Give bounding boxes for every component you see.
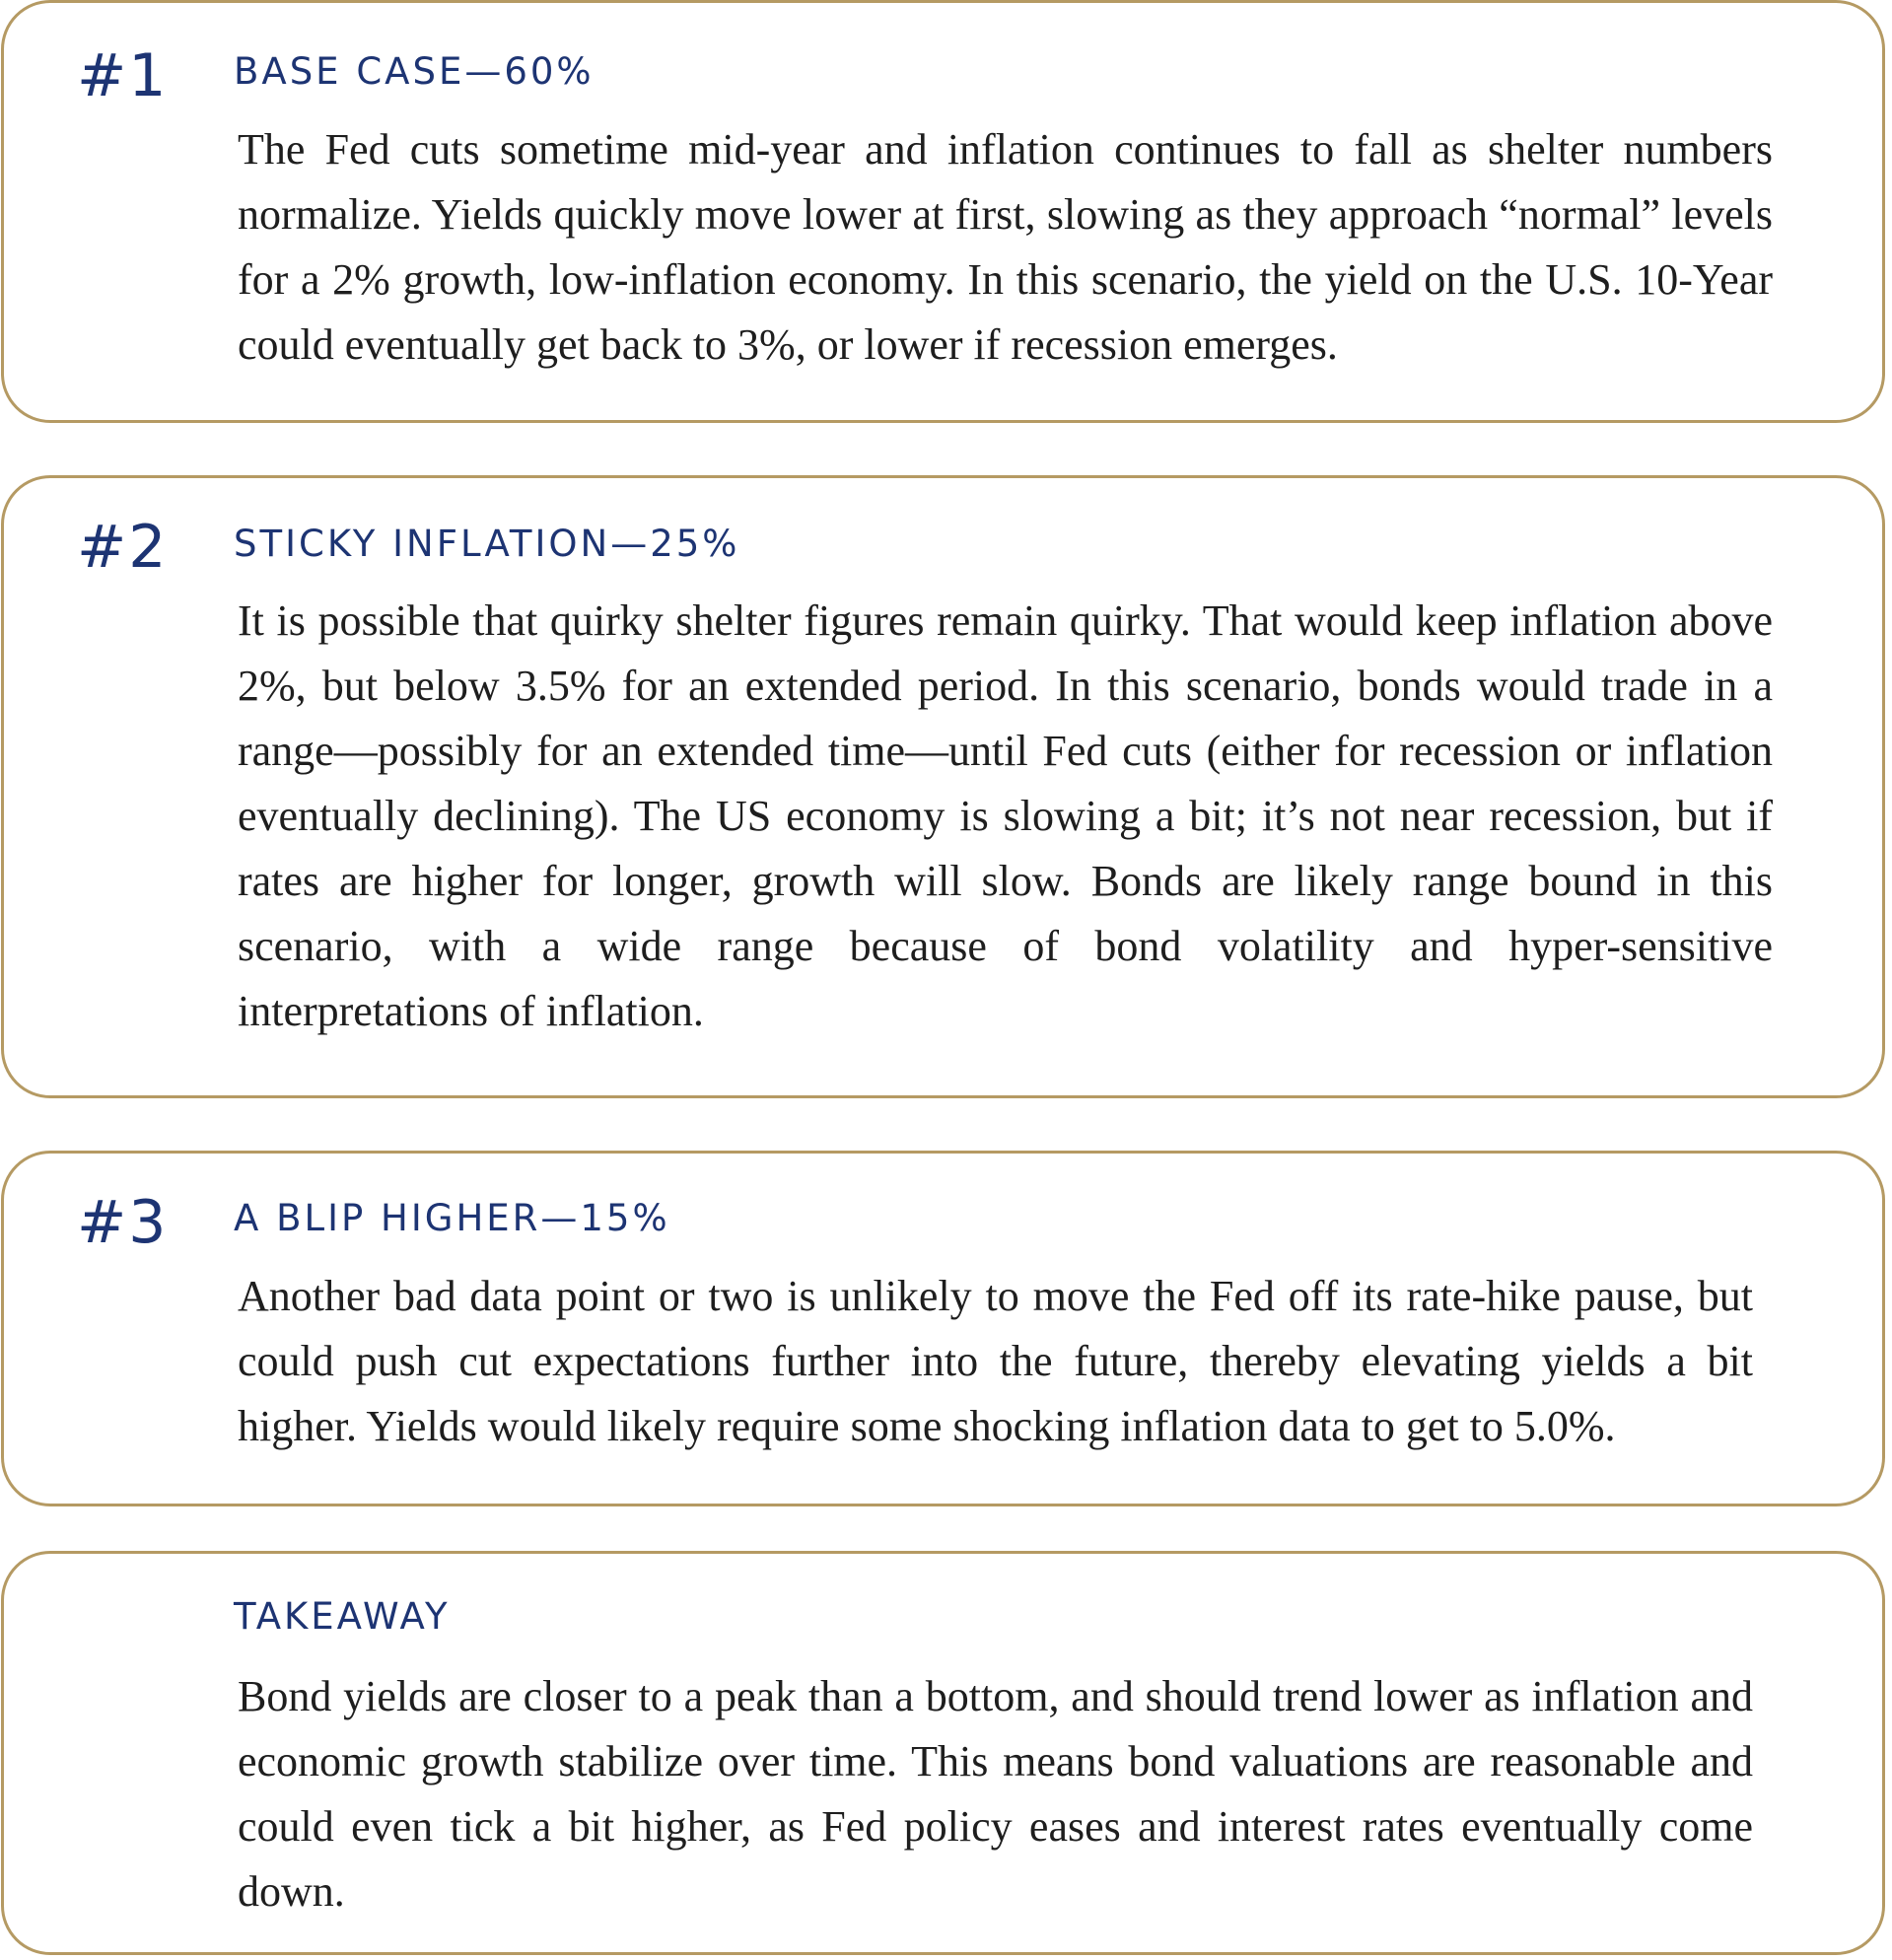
takeaway-heading: TAKEAWAY [234,1595,451,1638]
scenario-card-base-case [1,0,1885,423]
scenario-number: #1 [77,41,169,110]
takeaway-body: Bond yields are closer to a peak than a bottom, and should trend lower as inflation and economic growth stabilize over time. This means bond valuations are reasonable and could even tick a bit higher, as Fed policy eases and interest rates eventually come down. [238,1672,1753,1916]
scenario-number: #2 [77,513,169,582]
scenario-card-sticky-inflation [1,475,1885,1098]
scenario-heading: STICKY INFLATION—25% [234,523,740,565]
scenario-heading: BASE CASE—60% [234,50,595,93]
scenario-body: Another bad data point or two is unlikely to move the Fed off its rate-hike pause, but could push cut expectations further into the future, thereby elevating yields a bit higher. Yields would likely require some shocking inflation data to get to 5.0%. [238,1272,1753,1450]
scenario-card-blip-higher [1,1151,1885,1506]
takeaway-card [1,1551,1885,1955]
scenario-body: The Fed cuts sometime mid-year and inflation continues to fall as shelter numbers normalize. Yields quickly move lower at first, slowing as they approach “normal” levels for a 2% growth, low-inflation economy. In this scenario, the yield on the U.S. 10-Year could eventually get back to 3%, or lower if recession emerges. [238,125,1773,369]
scenario-body: It is possible that quirky shelter figures remain quirky. That would keep inflation above 2%, but below 3.5% for an extended period. In this scenario, bonds would trade in a range—possibly for an extended time—until Fed cuts (either for recession or inflation eventually declining). The US economy is slowing a bit; it’s not near recession, but if rates are higher for longer, growth will slow. Bonds are likely range bound in this scenario, with a wide range because of bond volatility and hyper-sensitive interpretations of inflation. [238,596,1773,1035]
scenario-number: #3 [77,1188,169,1257]
scenario-heading: A BLIP HIGHER—15% [234,1197,670,1239]
